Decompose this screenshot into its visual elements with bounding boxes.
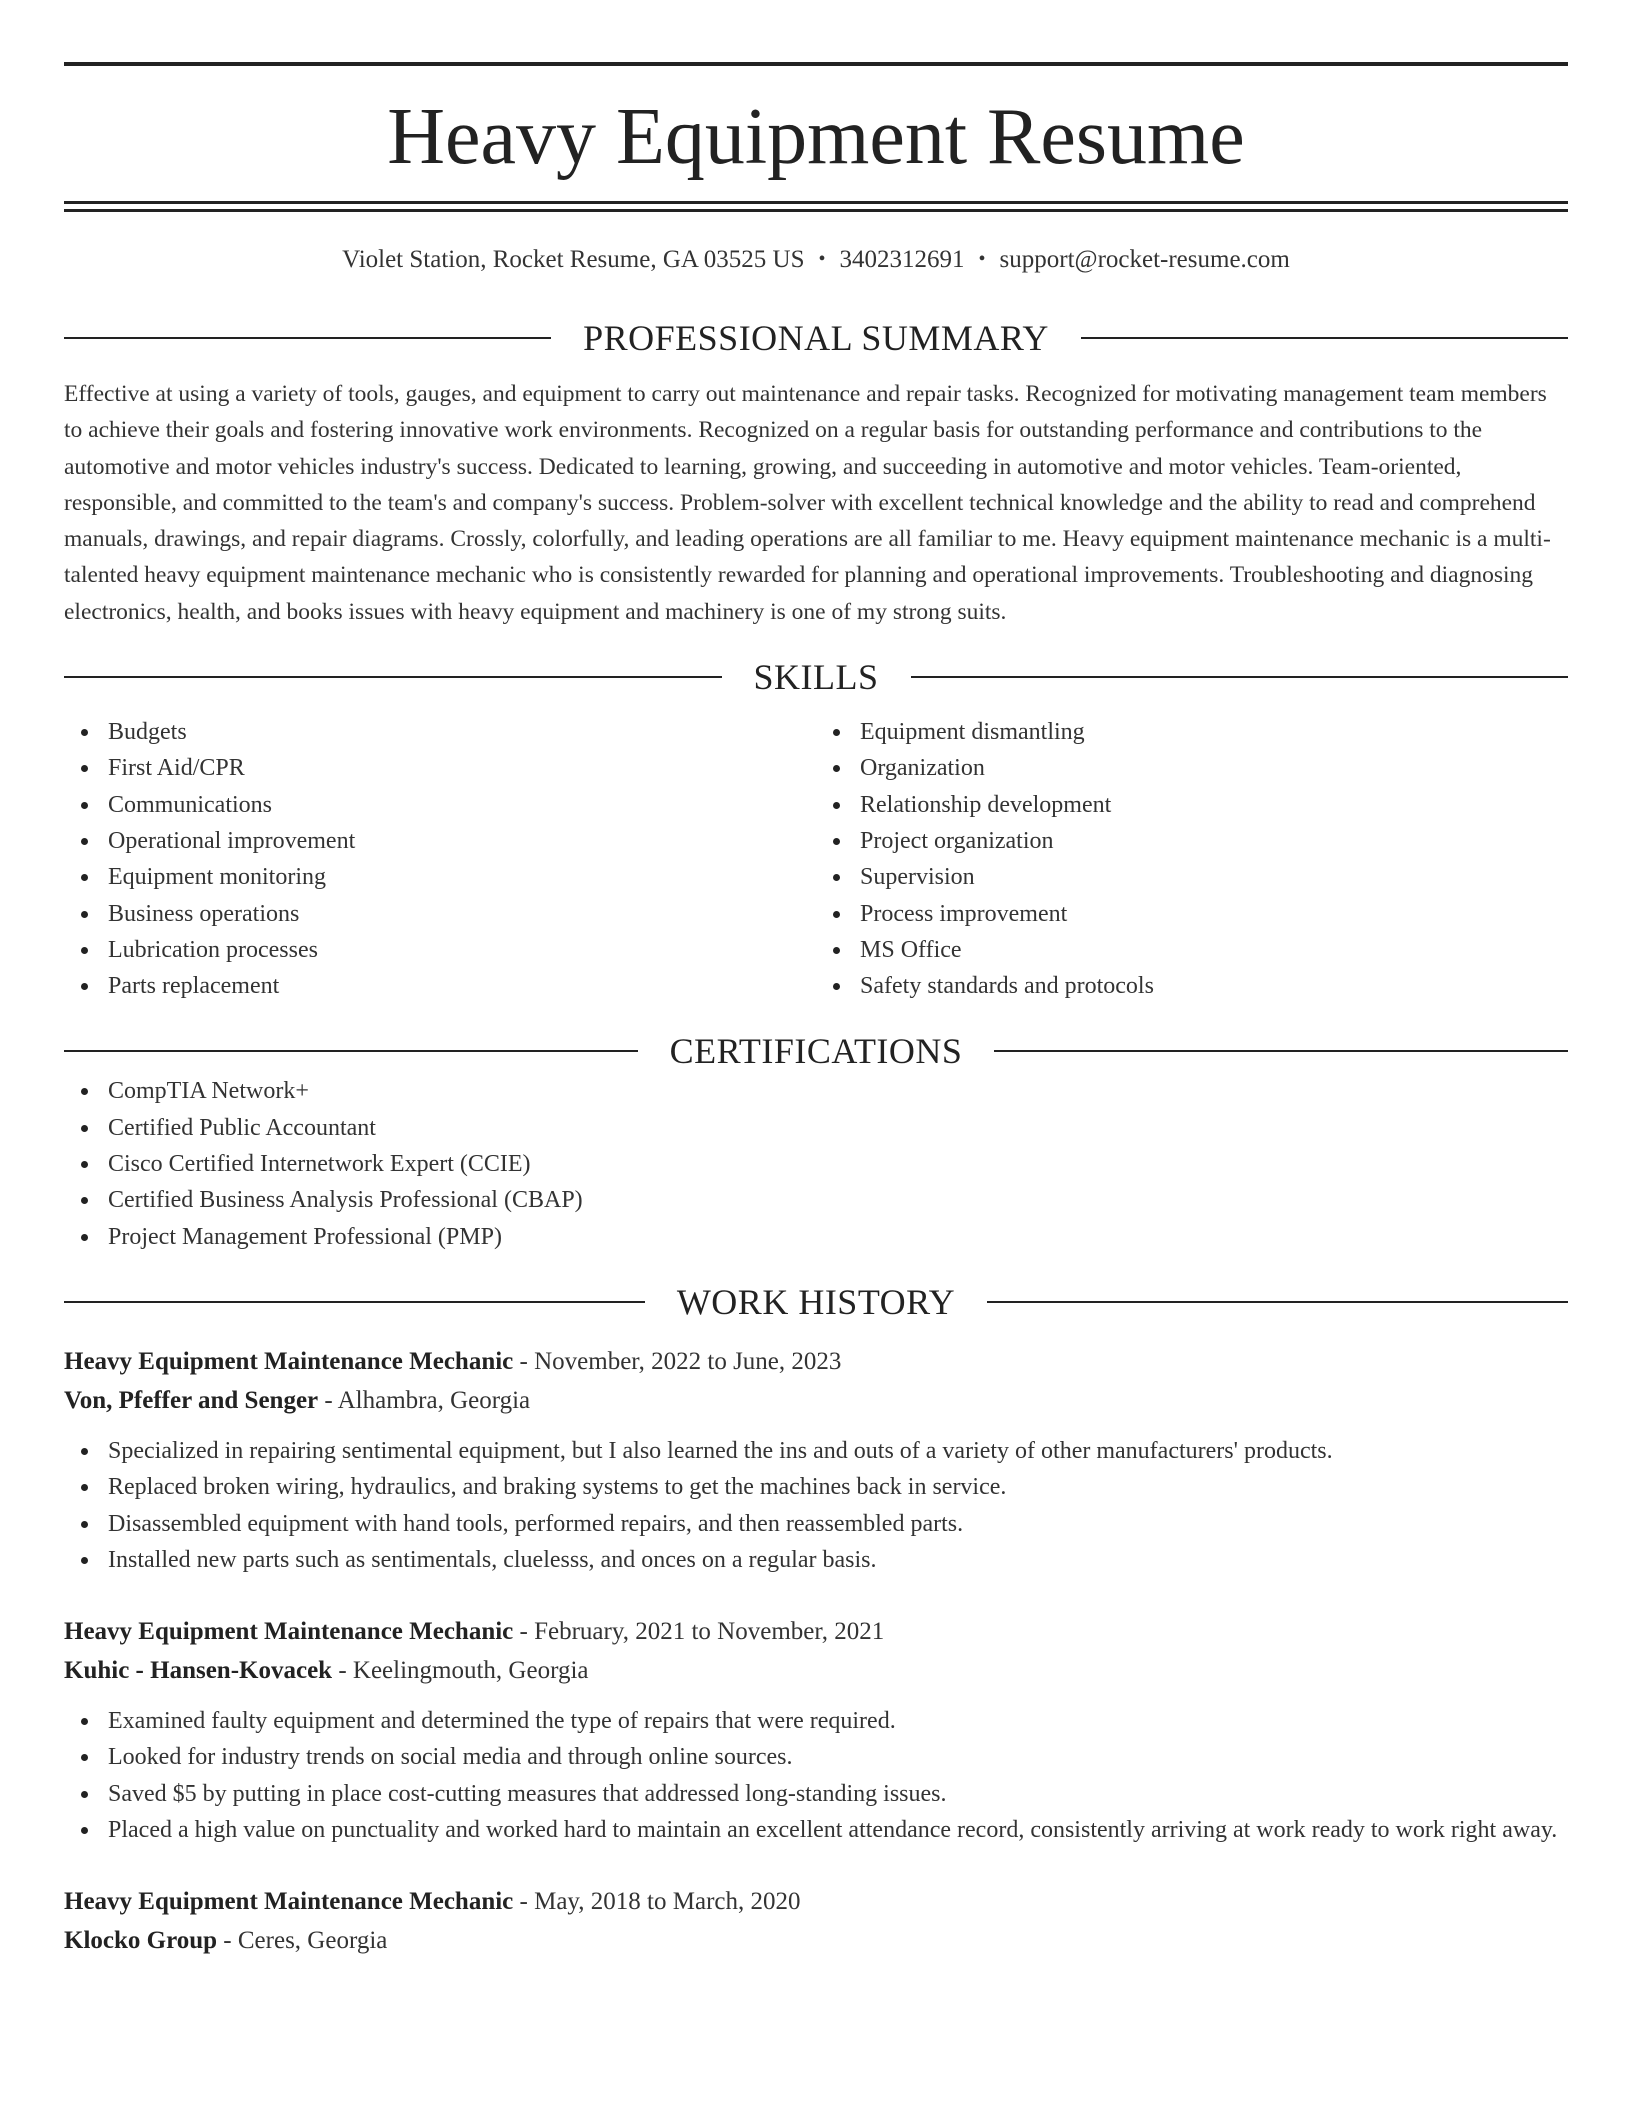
list-item: Communications	[64, 787, 816, 823]
skills-heading-label: SKILLS	[753, 657, 879, 698]
list-item: Operational improvement	[64, 823, 816, 859]
job-dates: May, 2018 to March, 2020	[534, 1888, 801, 1916]
heading-rule-left	[64, 1050, 638, 1052]
work-history-heading-label: WORK HISTORY	[676, 1281, 956, 1322]
certifications-heading-label: CERTIFICATIONS	[669, 1031, 963, 1072]
list-item: Saved $5 by putting in place cost-cutting measures that addressed long-standing issues.	[64, 1776, 1568, 1812]
job-title-line: Heavy Equipment Maintenance Mechanic - May, 2018 to March, 2020	[64, 1888, 801, 1916]
job-location: Ceres, Georgia	[237, 1927, 388, 1955]
work-history-list	[64, 1342, 1568, 1960]
job-entry	[64, 1342, 1568, 1578]
list-item: Business operations	[64, 896, 816, 932]
list-item: Equipment dismantling	[816, 714, 1568, 750]
job-title-line: Heavy Equipment Maintenance Mechanic - February, 2021 to November, 2021	[64, 1618, 885, 1646]
job-title: Heavy Equipment Maintenance Mechanic	[64, 1347, 514, 1375]
list-item: Replaced broken wiring, hydraulics, and braking systems to get the machines back in service.	[64, 1469, 1568, 1505]
summary-heading-label: PROFESSIONAL SUMMARY	[583, 318, 1049, 358]
heading-rule-right	[911, 676, 1569, 678]
job-location: Keelingmouth, Georgia	[352, 1657, 589, 1685]
list-item: Placed a high value on punctuality and worked hard to maintain an excellent attendance record, consistently arriving at work ready to work right away.	[64, 1812, 1568, 1848]
job-duties-list	[64, 1703, 1568, 1848]
job-company-line: Klocko Group - Ceres, Georgia	[64, 1927, 388, 1955]
job-company: Klocko Group	[64, 1927, 218, 1955]
list-item: Supervision	[816, 859, 1568, 895]
certifications-list	[64, 1073, 1568, 1254]
job-entry	[64, 1612, 1568, 1848]
job-title: Heavy Equipment Maintenance Mechanic	[64, 1888, 514, 1916]
list-item: Process improvement	[816, 896, 1568, 932]
title-double-rule	[64, 201, 1568, 212]
heading-rule-left	[64, 1301, 645, 1303]
list-item: Disassembled equipment with hand tools, performed repairs, and then reassembled parts.	[64, 1506, 1568, 1542]
skills-list-left	[64, 714, 816, 1004]
job-title-line: Heavy Equipment Maintenance Mechanic - November, 2022 to June, 2023	[64, 1347, 842, 1375]
list-item: First Aid/CPR	[64, 750, 816, 786]
certifications-heading	[64, 1029, 1568, 1073]
heading-rule-right	[994, 1050, 1568, 1052]
job-dates: February, 2021 to November, 2021	[534, 1618, 885, 1646]
list-item: Installed new parts such as sentimentals, cluelesss, and onces on a regular basis.	[64, 1542, 1568, 1578]
list-item: Lubrication processes	[64, 932, 816, 968]
resume-page	[64, 0, 1568, 1960]
heading-rule-left	[64, 676, 722, 678]
contact-separator: •	[818, 248, 826, 270]
work-history-heading	[64, 1280, 1568, 1324]
list-item: Looked for industry trends on social media and through online sources.	[64, 1739, 1568, 1775]
skills-columns	[64, 714, 1568, 1004]
list-item: Parts replacement	[64, 968, 816, 1004]
list-item: MS Office	[816, 932, 1568, 968]
contact-address: Violet Station, Rocket Resume, GA 03525 US	[342, 246, 805, 273]
contact-separator: •	[978, 248, 986, 270]
list-item: Project organization	[816, 823, 1568, 859]
heading-rule-right	[987, 1301, 1568, 1303]
skills-heading	[64, 655, 1568, 699]
list-item: CompTIA Network+	[64, 1073, 1568, 1109]
list-item: Certified Business Analysis Professional (CBAP)	[64, 1182, 1568, 1218]
list-item: Certified Public Accountant	[64, 1110, 1568, 1146]
job-company: Von, Pfeffer and Senger	[64, 1386, 319, 1414]
contact-line	[64, 246, 1568, 276]
list-item: Equipment monitoring	[64, 859, 816, 895]
list-item: Cisco Certified Internetwork Expert (CCIE)	[64, 1146, 1568, 1182]
resume-title: Heavy Equipment Resume	[387, 93, 1245, 181]
list-item: Organization	[816, 750, 1568, 786]
job-company-line: Kuhic - Hansen-Kovacek - Keelingmouth, Georgia	[64, 1657, 589, 1685]
job-entry	[64, 1882, 1568, 1960]
job-location: Alhambra, Georgia	[337, 1386, 531, 1414]
summary-heading	[64, 316, 1568, 360]
heading-rule-right	[1081, 337, 1568, 339]
job-title: Heavy Equipment Maintenance Mechanic	[64, 1618, 514, 1646]
contact-phone[interactable]: 3402312691	[839, 246, 965, 273]
job-duties-list	[64, 1433, 1568, 1578]
list-item: Relationship development	[816, 787, 1568, 823]
heading-rule-left	[64, 337, 551, 339]
list-item: Specialized in repairing sentimental equipment, but I also learned the ins and outs of a variety of other manufacturers' products.	[64, 1433, 1568, 1469]
job-company: Kuhic - Hansen-Kovacek	[64, 1657, 333, 1685]
skills-list-right	[816, 714, 1568, 1004]
job-dates: November, 2022 to June, 2023	[534, 1347, 842, 1375]
list-item: Project Management Professional (PMP)	[64, 1219, 1568, 1255]
summary-text: Effective at using a variety of tools, gauges, and equipment to carry out maintenance and repair tasks. Recognized for motivating management team members to achieve their goals and fostering innovative work environments. Recognized on a regular basis for outstanding performance and contributions to the automotive and motor vehicles industry's success. Dedicated to learning, growing, and succeeding in automotive and motor vehicles. Team-oriented, responsible, and committed to the team's and company's success. Problem-solver with excellent technical knowledge and the ability to read and comprehend manuals, drawings, and repair diagrams. Crossly, colorfully, and leading operations are all familiar to me. Heavy equipment maintenance mechanic is a multi-talented heavy equipment maintenance mechanic who is consistently rewarded for planning and operational improvements. Troubleshooting and diagnosing electronics, health, and books issues with heavy equipment and machinery is one of my strong suits.	[64, 381, 1551, 625]
job-company-line: Von, Pfeffer and Senger - Alhambra, Georgia	[64, 1386, 531, 1414]
contact-email[interactable]: support@rocket-resume.com	[999, 246, 1290, 273]
list-item: Budgets	[64, 714, 816, 750]
top-rule	[64, 62, 1568, 66]
list-item: Examined faulty equipment and determined the type of repairs that were required.	[64, 1703, 1568, 1739]
list-item: Safety standards and protocols	[816, 968, 1568, 1004]
